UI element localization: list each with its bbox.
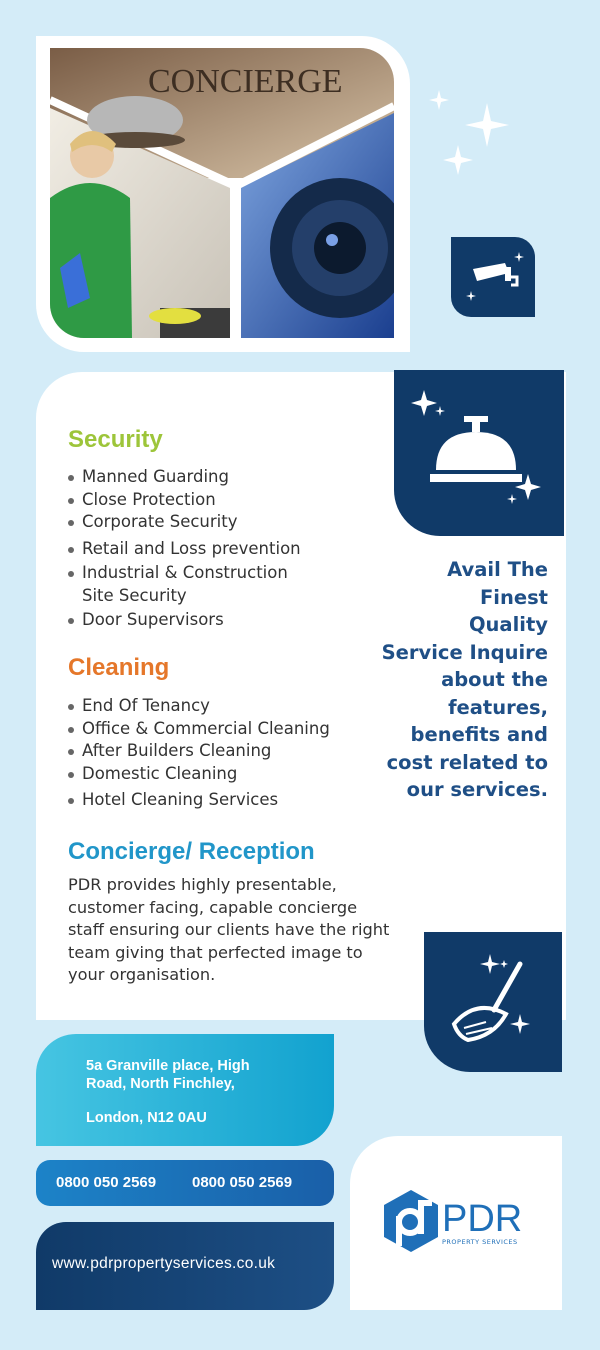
- avail-text: [380, 556, 548, 804]
- list-item: After Builders Cleaning: [68, 740, 368, 763]
- cctv-camera-icon: [451, 237, 535, 317]
- pdr-logo-icon: [380, 1188, 442, 1254]
- list-item-continuation: Site Security: [82, 585, 187, 605]
- logo-block: [350, 1136, 562, 1310]
- list-item: Office & Commercial Cleaning: [68, 718, 368, 741]
- photo-collage: [50, 48, 394, 338]
- list-item: Industrial & Construction: [68, 562, 368, 585]
- address-line3: London, N12 0AU: [86, 1110, 207, 1126]
- avail-line: features,: [448, 695, 548, 719]
- logo-name: PDR: [442, 1198, 523, 1240]
- list-item: End Of Tenancy: [68, 695, 368, 718]
- phone-number-2[interactable]: 0800 050 2569: [192, 1174, 293, 1191]
- phone-number-1[interactable]: 0800 050 2569: [56, 1174, 157, 1191]
- website-block: [36, 1222, 334, 1310]
- cctv-tile: [451, 237, 535, 317]
- avail-line: Avail The Finest: [447, 558, 548, 609]
- concierge-heading: Concierge/ Reception: [68, 838, 315, 865]
- avail-line: benefits and: [410, 723, 548, 746]
- security-heading: Security: [68, 426, 163, 453]
- concierge-sign-text: CONCIERGE: [148, 63, 343, 100]
- address-line2: Road, North Finchley,: [86, 1076, 235, 1092]
- security-list: [68, 466, 368, 632]
- list-item: Close Protection: [68, 489, 368, 512]
- list-item: Corporate Security: [68, 511, 368, 534]
- list-item: Door Supervisors: [68, 609, 368, 632]
- avail-line: our services.: [406, 778, 548, 801]
- bell-tile: [394, 370, 564, 536]
- list-item: Manned Guarding: [68, 466, 368, 489]
- service-bell-icon: [394, 370, 564, 536]
- list-item: Domestic Cleaning: [68, 763, 368, 786]
- avail-line: cost related to: [386, 750, 548, 774]
- list-item: Hotel Cleaning Services: [68, 789, 368, 812]
- cleaning-heading: Cleaning: [68, 654, 170, 681]
- broom-icon: [424, 932, 562, 1072]
- cleaning-list: [68, 695, 368, 812]
- avail-line: Quality: [468, 613, 548, 636]
- address-line1: 5a Granville place, High: [86, 1058, 250, 1074]
- broom-tile: [424, 932, 562, 1072]
- avail-line: about the: [441, 668, 548, 691]
- list-item: Retail and Loss prevention: [68, 538, 368, 561]
- logo-tagline: PROPERTY SERVICES: [442, 1238, 518, 1246]
- address-block: [36, 1034, 334, 1146]
- phone-block: [36, 1160, 334, 1206]
- sparkles-icon: [425, 85, 515, 185]
- avail-line: Service Inquire: [381, 640, 548, 664]
- website-link[interactable]: www.pdrpropertyservices.co.uk: [52, 1255, 276, 1272]
- concierge-description: PDR provides highly presentable, customer facing, capable concierge staff ensuring our clients have the right team giving that perfected image to your organisation.: [68, 875, 390, 984]
